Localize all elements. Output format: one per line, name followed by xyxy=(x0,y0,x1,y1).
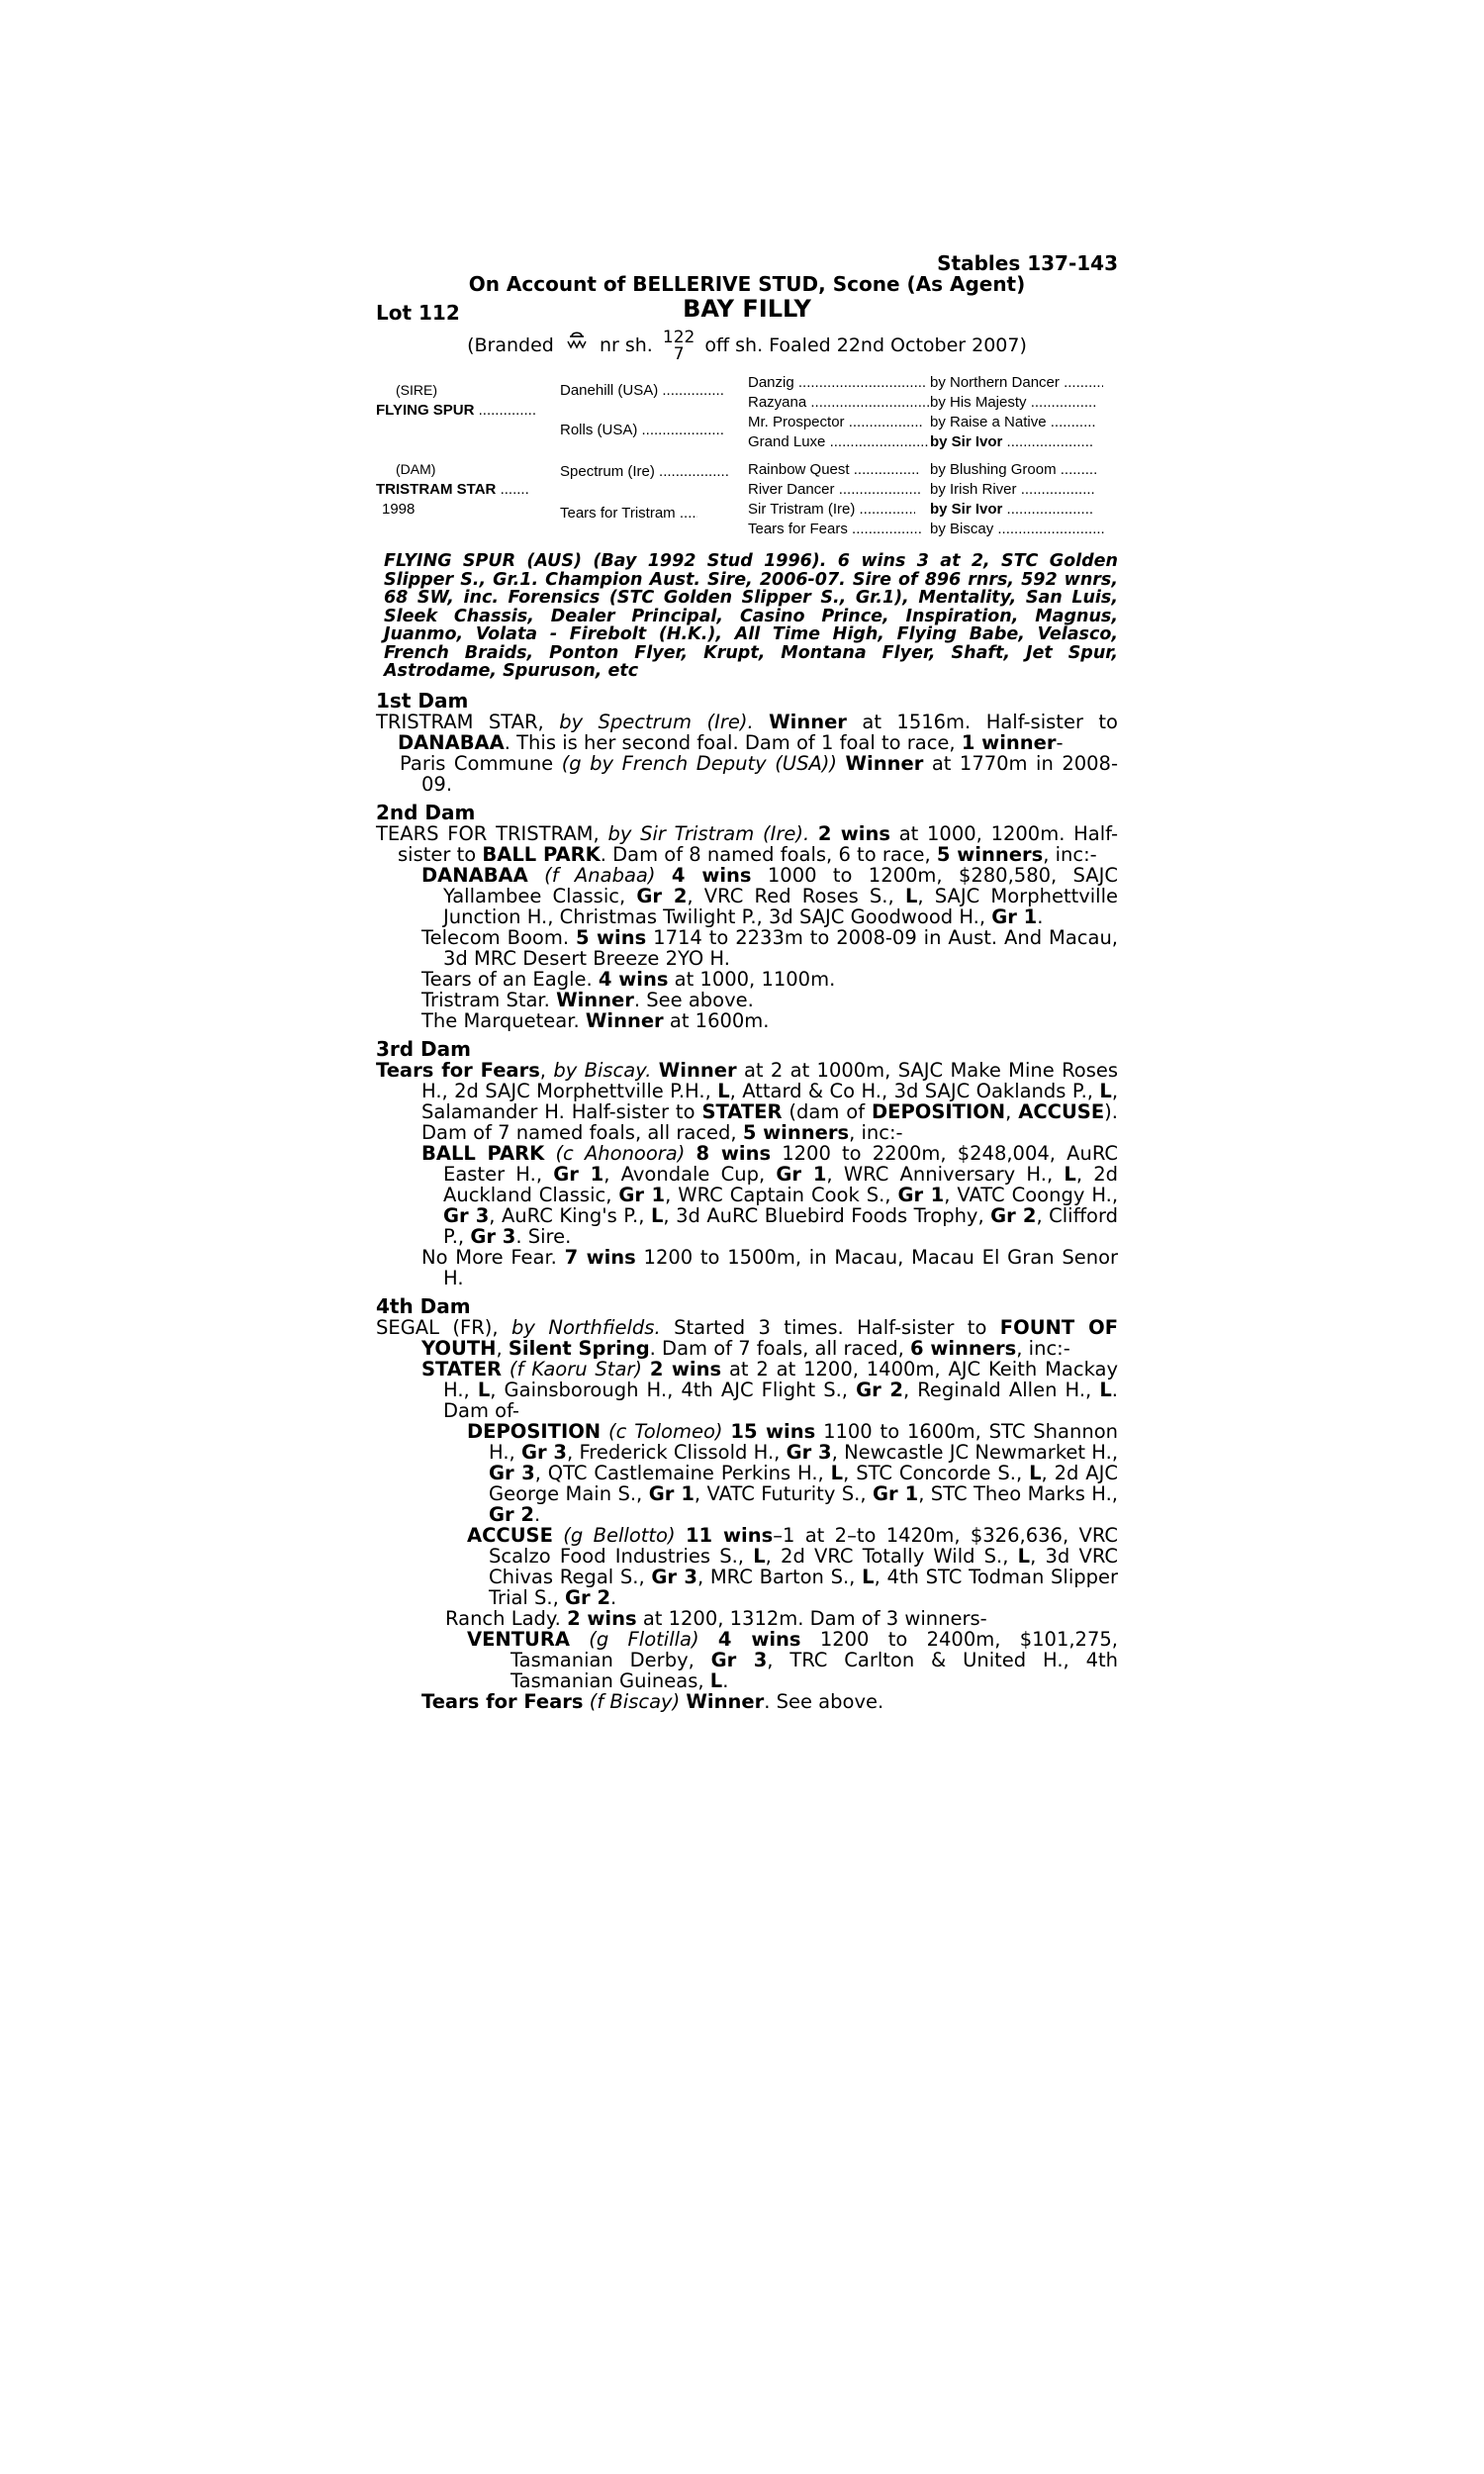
pedigree-g4-2: by His Majesty ..... xyxy=(930,392,1096,413)
entry-text: at 2 at 1200, 1400m, AJC Keith Mackay H., xyxy=(443,1357,1119,1401)
pedigree-g2-4: Tears for Tristram ..... xyxy=(560,503,697,523)
entry-text: . Dam of 7 foals, all raced, xyxy=(649,1336,904,1360)
entry-text: . Dam of 8 named foals, 6 to race, xyxy=(600,842,931,866)
foal-stater xyxy=(376,1359,1118,1421)
foal-accuse xyxy=(376,1525,1118,1608)
brand-mid: nr sh. xyxy=(599,334,653,356)
entry-text: Gr 3 xyxy=(786,1440,832,1464)
entry-text: L xyxy=(830,1461,844,1484)
entry-text: , TRC Carlton & United H., 4th Tasmanian Guineas, xyxy=(510,1648,1118,1692)
entry-text: . See above. xyxy=(633,988,754,1011)
entry-text: , 2d AJC George Main S., xyxy=(489,1461,1118,1505)
entry-text: , Reginald Allen H., xyxy=(902,1378,1092,1401)
entry-text: , xyxy=(496,1336,503,1360)
entry-text: Gr 3 xyxy=(520,1440,567,1464)
entry-text: , MRC Barton S., xyxy=(696,1565,856,1588)
entry-text: FOUNT OF YOUTH xyxy=(421,1315,1119,1360)
entry-text: L xyxy=(904,884,918,907)
entry-text: L xyxy=(753,1544,766,1568)
entry-text: . xyxy=(722,1668,729,1692)
entry-text: Gr 1 xyxy=(872,1481,919,1505)
sire-name: FLYING SPUR ..... xyxy=(376,400,536,421)
pedigree-g3-3: Mr. Prospector ..... xyxy=(748,412,924,432)
entry-text: Winner xyxy=(556,988,634,1011)
entry-text: (f Kaoru Star) xyxy=(509,1357,643,1380)
entry-text: 8 wins xyxy=(696,1141,772,1165)
foal-ball-park xyxy=(376,1143,1118,1247)
entry-text: Tears for Fears xyxy=(421,1689,584,1713)
pedigree-g4-3: by Raise a Native ..... xyxy=(930,412,1096,432)
entry-text: 11 wins xyxy=(685,1523,774,1547)
entry-text: at 1600m. xyxy=(669,1008,770,1032)
entry-text: Gr 2 xyxy=(856,1378,903,1401)
entry-text: . Sire. xyxy=(515,1224,572,1248)
dam-year: 1998 xyxy=(382,501,416,518)
pedigree-g3-4: Grand Luxe ..... xyxy=(748,431,929,452)
entry-text: at 1770m in 2008-09. xyxy=(421,751,1118,796)
dam-name: TRISTRAM STAR ..... xyxy=(376,479,530,500)
entry-text: by Northfields. xyxy=(511,1315,661,1339)
entry-text: , Attard & Co H., 3d SAJC Oaklands P., xyxy=(729,1079,1093,1102)
entry-text: , inc:- xyxy=(1016,1336,1070,1360)
entry-text: 2 wins xyxy=(817,821,890,845)
pedigree-g3-5: Rainbow Quest ..... xyxy=(748,459,919,480)
entry-text: . Dam of- xyxy=(443,1378,1118,1422)
entry-text: L xyxy=(1017,1544,1031,1568)
entry-text: by Sir Tristram (Ire). xyxy=(607,821,810,845)
entry-text: 1200 to 1500m, in Macau, Macau El Gran Senor H. xyxy=(443,1245,1119,1289)
entry-text: Gr 3 xyxy=(710,1648,768,1671)
fourth-dam-entry xyxy=(376,1317,1118,1359)
entry-text: . xyxy=(533,1502,541,1526)
entry-text: TEARS FOR TRISTRAM, xyxy=(376,821,600,845)
entry-text: , STC Theo Marks H., xyxy=(918,1481,1118,1505)
entry-text: , Salamander H. Half-sister to xyxy=(421,1079,1119,1123)
entry-text: , 4th STC Todman Slipper Trial S., xyxy=(489,1565,1119,1609)
entry-text: - xyxy=(1056,730,1064,754)
entry-text: Paris Commune xyxy=(400,751,554,775)
entry-text: L xyxy=(717,1079,730,1102)
foal-danabaa xyxy=(376,865,1118,927)
entry-text: DANABAA xyxy=(421,863,528,887)
entry-text: Silent Spring xyxy=(508,1336,650,1360)
pedigree-g4-4: by Sir Ivor ..... xyxy=(930,431,1094,452)
third-dam-heading: 3rd Dam xyxy=(376,1036,471,1061)
second-dam-heading: 2nd Dam xyxy=(376,800,476,824)
entry-text: 1100 to 1600m, STC Shannon H., xyxy=(489,1419,1119,1464)
entry-text: L xyxy=(709,1668,723,1692)
pedigree-g3-7: Sir Tristram (Ire) ..... xyxy=(748,499,915,520)
entry-text: No More Fear. xyxy=(421,1245,557,1269)
fourth-dam-heading: 4th Dam xyxy=(376,1293,471,1318)
entry-text: , Gainsborough H., 4th AJC Flight S., xyxy=(490,1378,848,1401)
foal-telecom-boom xyxy=(376,927,1118,969)
brand-fraction xyxy=(662,327,696,364)
entry-text: 1000 to 1200m, $280,580, SAJC Yallambee Classic, xyxy=(443,863,1118,907)
entry-text: 1200 to 2400m, $101,275, Tasmanian Derby, xyxy=(510,1627,1118,1671)
entry-text: 7 wins xyxy=(564,1245,636,1269)
entry-text: The Marquetear. xyxy=(421,1008,580,1032)
entry-text: Gr 3 xyxy=(651,1565,697,1588)
entry-text: , Frederick Clissold H., xyxy=(567,1440,781,1464)
entry-text: (f Biscay) xyxy=(589,1689,681,1713)
entry-text: Winner xyxy=(769,710,847,733)
entry-text: Winner xyxy=(845,751,924,775)
entry-text: at 1516m. Half-sister to xyxy=(862,710,1118,733)
first-dam-heading: 1st Dam xyxy=(376,688,469,713)
entry-text: Gr 3 xyxy=(489,1461,535,1484)
entry-text: at 1000, 1100m. xyxy=(674,967,836,991)
entry-text: Gr 2 xyxy=(565,1585,611,1609)
entry-text: DEPOSITION xyxy=(467,1419,602,1443)
brand-suffix: off sh. Foaled 22nd October 2007) xyxy=(704,334,1027,356)
entry-text: (dam of xyxy=(788,1099,866,1123)
entry-text: Gr 1 xyxy=(618,1183,666,1206)
entry-text: Gr 3 xyxy=(470,1224,516,1248)
entry-text: Gr 1 xyxy=(648,1481,695,1505)
entry-text: STATER xyxy=(701,1099,783,1123)
entry-text: L xyxy=(1099,1079,1112,1102)
entry-text: 1714 to 2233m to 2008-09 in Aust. And Macau, 3d MRC Desert Breeze 2YO H. xyxy=(443,925,1119,970)
vendor-account: On Account of BELLERIVE STUD, Scone (As Agent) xyxy=(468,272,1026,296)
entry-text: at 1000, 1200m. Half-sister to xyxy=(398,821,1118,866)
lot-number: Lot 112 xyxy=(376,301,460,325)
entry-text: (c Tolomeo) xyxy=(608,1419,723,1443)
stables-number: Stables 137-143 xyxy=(937,251,1118,275)
entry-text: L xyxy=(862,1565,875,1588)
foal-ventura xyxy=(376,1629,1118,1691)
dam-label: (DAM) xyxy=(396,461,436,477)
foal-tears-for-fears xyxy=(376,1691,1118,1712)
foal-deposition xyxy=(376,1421,1118,1525)
entry-text: , WRC Anniversary H., xyxy=(826,1162,1054,1186)
entry-text: Gr 1 xyxy=(991,904,1038,928)
entry-text: , 2d VRC Totally Wild S., xyxy=(765,1544,1009,1568)
entry-text: , WRC Captain Cook S., xyxy=(665,1183,891,1206)
entry-text: at 1200, 1312m. Dam of 3 winners- xyxy=(642,1606,987,1630)
entry-text: 2 wins xyxy=(649,1357,722,1380)
brand-line xyxy=(376,327,1118,364)
brand-fraction-bottom: 7 xyxy=(673,343,685,364)
entry-text: (g Flotilla) xyxy=(589,1627,699,1651)
entry-text: Winner xyxy=(686,1689,765,1713)
entry-text: 5 wins xyxy=(575,925,647,949)
brand-symbol-icon xyxy=(564,327,590,365)
entry-text: , STC Concorde S., xyxy=(843,1461,1023,1484)
foal-paris-commune xyxy=(376,753,1118,795)
first-dam-entry xyxy=(376,712,1118,753)
entry-text: 1200 to 2200m, $248,004, AuRC Easter H., xyxy=(443,1141,1119,1186)
entry-text: 5 winners xyxy=(936,842,1044,866)
entry-text: by Spectrum (Ire). xyxy=(559,710,754,733)
pedigree-g4-6: by Irish River ..... xyxy=(930,479,1096,500)
entry-text: L xyxy=(477,1378,491,1401)
catalogue-page xyxy=(376,253,1118,1712)
entry-text: Gr 3 xyxy=(443,1203,490,1227)
foal-tristram-star xyxy=(376,990,1118,1010)
entry-text: ). Dam of 7 named foals, all raced, xyxy=(421,1099,1118,1144)
entry-text: Tears for Fears xyxy=(376,1058,540,1082)
entry-text: at 2 at 1000m, SAJC Make Mine Roses H., 2d SAJC Morphettville P.H., xyxy=(421,1058,1119,1102)
entry-text: 4 wins xyxy=(598,967,669,991)
entry-text: Gr 2 xyxy=(990,1203,1037,1227)
pedigree-g3-2: Razyana ..... xyxy=(748,392,931,413)
entry-text: 15 wins xyxy=(730,1419,816,1443)
foal-the-marquetear xyxy=(376,1010,1118,1031)
entry-text: 4 wins xyxy=(671,863,752,887)
entry-text: 1 winner xyxy=(961,730,1057,754)
entry-text: STATER xyxy=(421,1357,503,1380)
lot-title: BAY FILLY xyxy=(683,295,811,323)
entry-text: , 3d VRC Chivas Regal S., xyxy=(489,1544,1119,1588)
entry-text: , VRC Red Roses S., xyxy=(687,884,894,907)
entry-text: , VATC Coongy H., xyxy=(944,1183,1119,1206)
entry-text: (g Bellotto) xyxy=(563,1523,676,1547)
entry-text: . This is her second foal. Dam of 1 foal to race, xyxy=(504,730,956,754)
lot-row xyxy=(376,297,1118,327)
entry-text: Tristram Star. xyxy=(421,988,550,1011)
entry-text: Winner xyxy=(658,1058,737,1082)
entry-text: L xyxy=(1099,1378,1112,1401)
entry-text: BALL PARK xyxy=(421,1141,545,1165)
sire-label: (SIRE) xyxy=(396,382,437,398)
entry-text: (f Anabaa) xyxy=(544,863,656,887)
entry-text: , xyxy=(1005,1099,1012,1123)
entry-text: , 3d AuRC Bluebird Foods Trophy, xyxy=(663,1203,984,1227)
entry-text: Gr 1 xyxy=(776,1162,827,1186)
pedigree-table xyxy=(376,370,1118,538)
foal-no-more-fear xyxy=(376,1247,1118,1288)
pedigree-g3-8: Tears for Fears ..... xyxy=(748,519,921,539)
pedigree-g4-8: by Biscay ..... xyxy=(930,519,1106,539)
sire-description: FLYING SPUR (AUS) (Bay 1992 Stud 1996). 6 wins 3 at 2, STC Golden Slipper S., Gr.1. Champion Aust. Sire, 2006-07. Sire of 896 rnrs, 592 wnrs, 68 SW, inc. Forensics (STC Golden Slipper S., Gr.1), Mentality, San Luis, Sleek Chassis, Dealer Principal, Casino Prince, Inspiration, Magnus, Juanmo, Volata - Firebolt (H.K.), All Time High, Flying Babe, Velasco, French Braids, Ponton Flyer, Krupt, Montana Flyer, Shaft, Jet Spur, Astrodame, Spuruson, etc xyxy=(384,551,1118,681)
entry-text: Gr 1 xyxy=(553,1162,604,1186)
entry-text: . xyxy=(610,1585,617,1609)
pedigree-g4-1: by Northern Dancer ..... xyxy=(930,372,1103,393)
pedigree-g4-7: by Sir Ivor ..... xyxy=(930,499,1094,520)
entry-text: VENTURA xyxy=(467,1627,570,1651)
entry-text: 6 winners xyxy=(909,1336,1017,1360)
entry-text: by Biscay. xyxy=(553,1058,652,1082)
entry-text: DANABAA xyxy=(398,730,505,754)
second-dam-entry xyxy=(376,823,1118,865)
entry-text: , SAJC Morphettville Junction H., Christmas Twilight P., 3d SAJC Goodwood H., xyxy=(443,884,1119,928)
foal-tears-of-an-eagle xyxy=(376,969,1118,990)
entry-text: , VATC Futurity S., xyxy=(694,1481,867,1505)
entry-text: L xyxy=(1029,1461,1042,1484)
entry-text: , AuRC King's P., xyxy=(489,1203,645,1227)
pedigree-g3-1: Danzig ..... xyxy=(748,372,925,393)
pedigree-g4-5: by Blushing Groom ..... xyxy=(930,459,1096,480)
pedigree-g3-6: River Dancer ..... xyxy=(748,479,920,500)
entry-text: ACCUSE xyxy=(1018,1099,1105,1123)
entry-text: 4 wins xyxy=(717,1627,801,1651)
entry-text: (g by French Deputy (USA)) xyxy=(561,751,838,775)
entry-text: Ranch Lady. xyxy=(445,1606,561,1630)
entry-text: SEGAL (FR), xyxy=(376,1315,499,1339)
entry-text: . See above. xyxy=(764,1689,884,1713)
entry-text: , Avondale Cup, xyxy=(603,1162,766,1186)
entry-text: , Newcastle JC Newmarket H., xyxy=(831,1440,1119,1464)
entry-text: L xyxy=(650,1203,664,1227)
entry-text: 5 winners xyxy=(742,1120,850,1144)
entry-text: , Clifford P., xyxy=(443,1203,1119,1248)
pedigree-g2-3: Spectrum (Ire) ..... xyxy=(560,461,728,482)
brand-prefix: (Branded xyxy=(467,334,554,356)
entry-text: , inc:- xyxy=(1043,842,1097,866)
brand-fraction-top: 122 xyxy=(662,327,696,347)
entry-text: DEPOSITION xyxy=(871,1099,1006,1123)
foal-ranch-lady xyxy=(376,1608,1118,1629)
entry-text: ACCUSE xyxy=(467,1523,553,1547)
entry-text: Gr 1 xyxy=(897,1183,945,1206)
entry-text: L xyxy=(1064,1162,1076,1186)
entry-text: (c Ahonoora) xyxy=(555,1141,686,1165)
entry-text: , 2d Auckland Classic, xyxy=(443,1162,1119,1206)
third-dam-entry xyxy=(376,1060,1118,1143)
entry-text: Gr 2 xyxy=(489,1502,534,1526)
entry-text: –1 at 2–to 1420m, $326,636, VRC Scalzo Food Industries S., xyxy=(489,1523,1119,1568)
entry-text: , inc:- xyxy=(849,1120,903,1144)
entry-text: BALL PARK xyxy=(482,842,601,866)
entry-text: Started 3 times. Half-sister to xyxy=(674,1315,987,1339)
pedigree-g2-2: Rolls (USA) ..... xyxy=(560,420,723,440)
entry-text: Tears of an Eagle. xyxy=(421,967,593,991)
entry-text: Winner xyxy=(585,1008,664,1032)
entry-text: 2 wins xyxy=(567,1606,637,1630)
entry-text: . xyxy=(1037,904,1044,928)
entry-text: Telecom Boom. xyxy=(421,925,570,949)
entry-text: , QTC Castlemaine Perkins H., xyxy=(534,1461,824,1484)
entry-text: TRISTRAM STAR, xyxy=(376,710,544,733)
entry-text: Gr 2 xyxy=(636,884,688,907)
entry-text: , xyxy=(539,1058,546,1082)
pedigree-g2-1: Danehill (USA) ..... xyxy=(560,380,723,401)
